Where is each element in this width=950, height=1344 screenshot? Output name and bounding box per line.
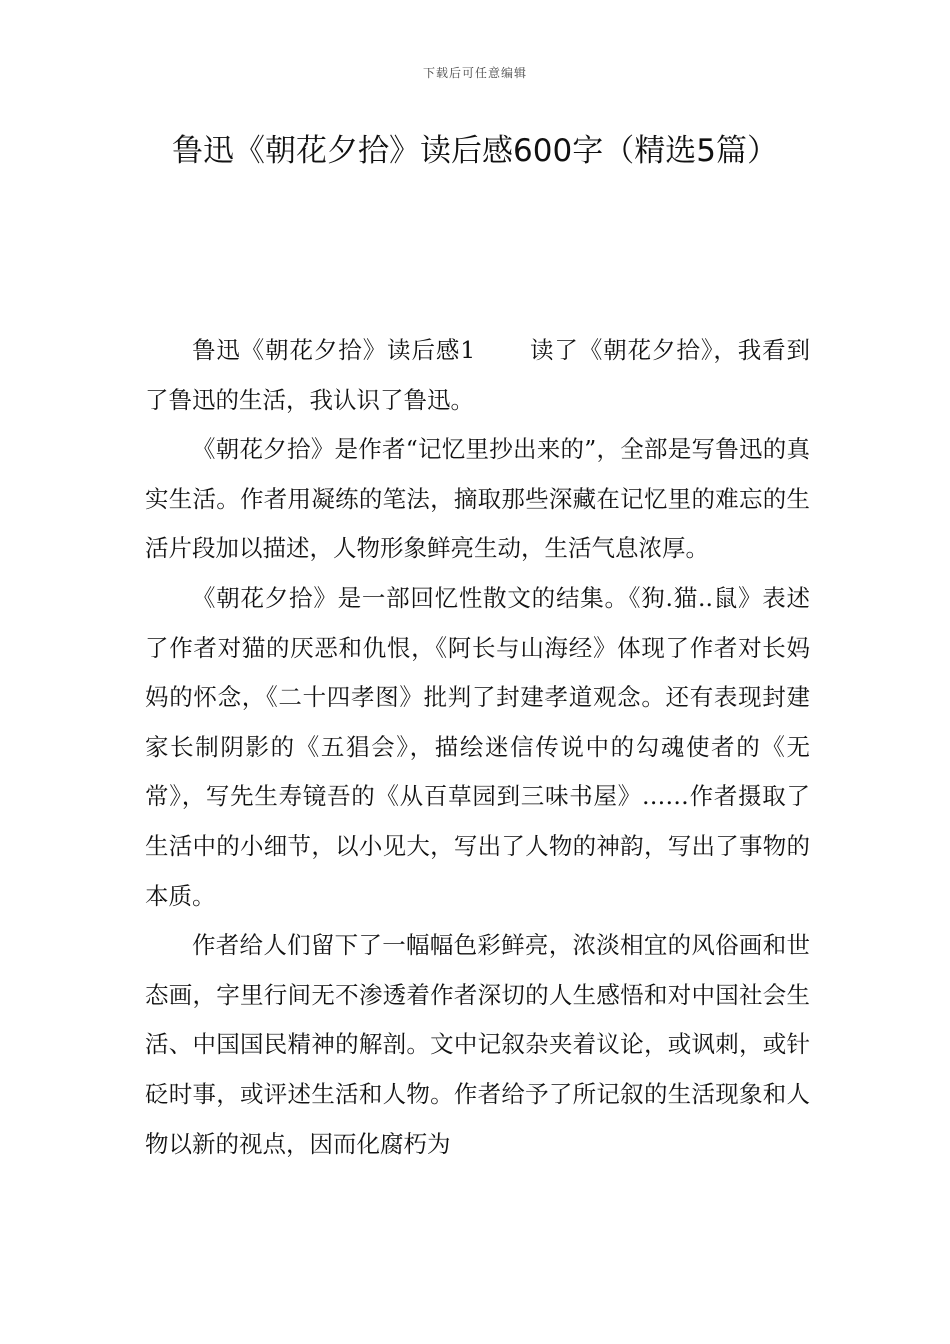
paragraph-4: 作者给人们留下了一幅幅色彩鲜亮，浓淡相宜的风俗画和世态画，字里行间无不渗透着作者深切的人生感悟和对中国社会生活、中国国民精神的解剖。文中记叙杂夹着议论，或讽刺，或针砭时事，或评述生活和人物。作者给予了所记叙的生活现象和人物以新的视点，因而化腐朽为 bbox=[145, 931, 810, 1158]
document-body bbox=[145, 326, 810, 1169]
paragraph-1-text: 读了《朝花夕拾》，我看到了鲁迅的生活，我认识了鲁迅。 bbox=[145, 336, 811, 414]
paragraph-3: 《朝花夕拾》是一部回忆性散文的结集。《狗.猫..鼠》表述了作者对猫的厌恶和仇恨，《阿长与山海经》体现了作者对长妈妈的怀念，《二十四孝图》批判了封建孝道观念。还有表现封建家长制阴影的《五猖会》，描绘迷信传说中的勾魂使者的《无常》，写先生寿镜吾的《从百草园到三味书屋》……作者摄取了生活中的小细节，以小见大，写出了人物的神韵，写出了事物的本质。 bbox=[145, 583, 810, 910]
document-title: 鲁迅《朝花夕拾》读后感600字（精选5篇） bbox=[172, 133, 778, 169]
section-heading: 鲁迅《朝花夕拾》读后感1 bbox=[192, 336, 476, 364]
header-note: 下载后可任意编辑 bbox=[422, 66, 527, 80]
paragraph-2: 《朝花夕拾》是作者“记忆里抄出来的”，全部是写鲁迅的真实生活。作者用凝练的笔法，摘取那些深藏在记忆里的难忘的生活片段加以描述，人物形象鲜亮生动，生活气息浓厚。 bbox=[145, 435, 810, 563]
paragraph-1 bbox=[145, 326, 810, 425]
